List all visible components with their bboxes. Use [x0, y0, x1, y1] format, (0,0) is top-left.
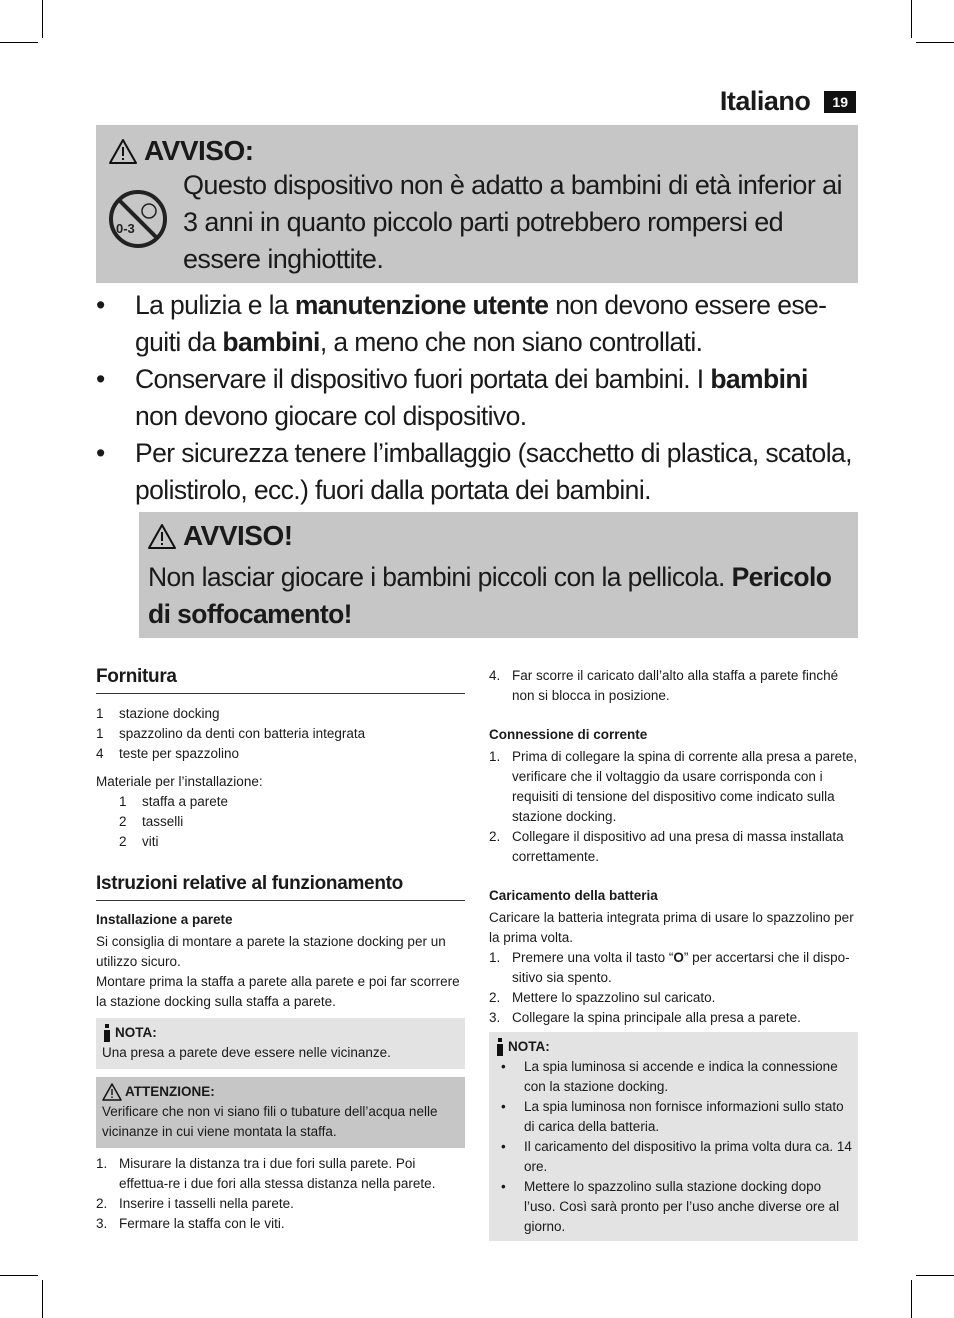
warning-text: Questo dispositivo non è adatto a bambini di età inferior ai 3 anni in quanto piccolo parti potrebbero rompersi ed essere inghiottite. [183, 170, 842, 274]
step-item: 1. Prima di collegare la spina di corrente alla presa a parete, verificare che il voltaggio da usare corrisponda con i requisiti di tensione del dispositivo come indicato sulla stazione docking. [489, 749, 858, 824]
info-icon [495, 1038, 505, 1056]
crop-mark [0, 1275, 38, 1276]
right-column [489, 666, 858, 1241]
crop-mark [916, 42, 954, 43]
material-label: Materiale per l’installazione: [96, 774, 263, 789]
crop-mark [42, 0, 43, 38]
list-item: • Il caricamento del dispositivo la prima volta dura ca. 14 ore. [501, 1139, 852, 1174]
subsection-title: Connessione di corrente [489, 727, 648, 742]
step-item: 3. Fermare la staffa con le viti. [96, 1216, 285, 1231]
crop-mark [911, 0, 912, 38]
paragraph: Si consiglia di montare a parete la stazione docking per un utilizzo sicuro. [96, 934, 446, 969]
attention-box [96, 1077, 465, 1148]
left-column [96, 667, 465, 1234]
warning-title: AVVISO: [108, 135, 254, 167]
list-item: 4 teste per spazzolino [96, 746, 240, 761]
crop-mark [911, 1280, 912, 1318]
note-box [96, 1018, 465, 1069]
crop-mark [42, 1280, 43, 1318]
warning-triangle-icon [108, 138, 138, 165]
language-label: Italiano [719, 86, 811, 116]
power-symbol: O [673, 950, 684, 965]
svg-text:0-3: 0-3 [116, 221, 135, 236]
step-item: 2. Collegare il dispositivo ad una presa di massa installata correttamente. [489, 829, 844, 864]
safety-bullet-list [96, 287, 856, 509]
list-item: 1 stazione docking [96, 706, 220, 721]
step-item: 3. Collegare la spina principale alla presa a parete. [489, 1010, 801, 1025]
paragraph: Montare prima la staffa a parete alla parete e poi far scorrere la stazione docking sulla staffa a parete. [96, 974, 460, 1009]
list-item: 2 viti [119, 834, 159, 849]
bullet-dot: • [96, 438, 105, 468]
note-box [489, 1032, 858, 1241]
attention-text: Verificare che non vi siano fili o tubature dell’acqua nelle vicinanze in cui viene montata la staffa. [102, 1104, 438, 1139]
warning-box-film [139, 512, 858, 638]
crop-mark [0, 42, 38, 43]
info-icon [102, 1024, 112, 1042]
bullet-dot: • [96, 290, 105, 320]
step-item: 2. Inserire i tasselli nella parete. [96, 1196, 294, 1211]
warning-box-children [96, 125, 858, 283]
list-item: • La pulizia e la manutenzione utente non devono essere ese-guiti da bambini, a meno che non siano controllati. [96, 287, 856, 361]
note-text: Una presa a parete deve essere nelle vicinanze. [102, 1045, 391, 1060]
step-item: 4. Far scorre il caricato dall’alto alla staffa a parete finché non si blocca in posizione. [489, 668, 839, 703]
list-item: • La spia luminosa si accende e indica la connessione con la stazione docking. [501, 1059, 838, 1094]
paragraph: Caricare la batteria integrata prima di usare lo spazzolino per la prima volta. [489, 910, 854, 945]
note-title: NOTA: [102, 1023, 459, 1043]
attention-title: ATTENZIONE: [102, 1082, 459, 1102]
section-title-istruzioni: Istruzioni relative al funzionamento [96, 874, 465, 901]
warning-triangle-icon [147, 523, 177, 550]
step-item: 1. Premere una volta il tasto “O” per accertarsi che il dispo-sitivo sia spento. [489, 950, 850, 985]
list-item: • Per sicurezza tenere l’imballaggio (sacchetto di plastica, scatola, polistirolo, ecc.) fuori dalla portata dei bambini. [96, 435, 856, 509]
list-item: 1 staffa a parete [119, 794, 229, 809]
list-item: • Mettere lo spazzolino sulla stazione docking dopo l’uso. Così sarà pronto per l’uso anche diverse ore al giorno. [501, 1179, 840, 1234]
page-number: 19 [824, 91, 856, 113]
note-title: NOTA: [495, 1037, 852, 1057]
no-children-under-3-icon [108, 189, 168, 249]
crop-mark [916, 1275, 954, 1276]
warning-triangle-icon [102, 1083, 122, 1101]
list-item: 2 tasselli [119, 814, 184, 829]
warning-text: Non lasciar giocare i bambini piccoli con la pellicola. Pericolo di soffocamento! [148, 562, 832, 629]
subsection-title: Installazione a parete [96, 912, 233, 927]
warning-title: AVVISO! [147, 520, 293, 552]
step-item: 2. Mettere lo spazzolino sul caricato. [489, 990, 716, 1005]
page-header [720, 86, 856, 117]
subsection-title: Caricamento della batteria [489, 888, 658, 903]
section-title-fornitura: Fornitura [96, 667, 465, 694]
list-item: • Conservare il dispositivo fuori portata dei bambini. I bambini non devono giocare col dispositivo. [96, 361, 856, 435]
list-item: • La spia luminosa non fornisce informazioni sullo stato di carica della batteria. [501, 1099, 844, 1134]
step-item: 1. Misurare la distanza tra i due fori sulla parete. Poi effettua-re i due fori alla stessa distanza nella parete. [96, 1156, 436, 1191]
bullet-dot: • [96, 364, 105, 394]
list-item: 1 spazzolino da denti con batteria integrata [96, 726, 366, 741]
